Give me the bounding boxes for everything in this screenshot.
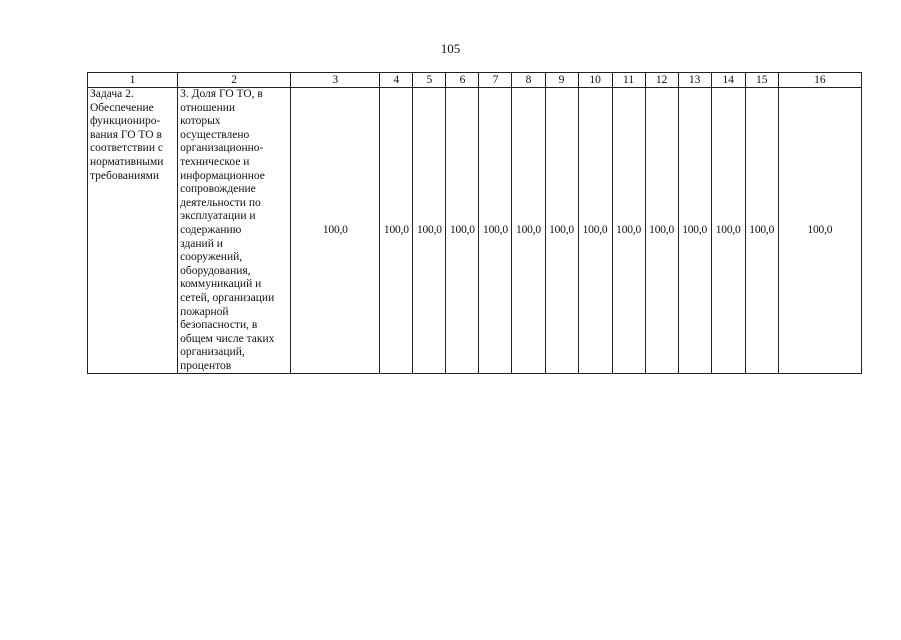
table-row: [88, 88, 862, 374]
column-header: 9: [545, 73, 578, 88]
value-cell: 100,0: [778, 88, 861, 374]
column-header: 12: [645, 73, 678, 88]
task-cell: [88, 88, 178, 374]
table-header-row: [88, 73, 862, 88]
value-cell: 100,0: [711, 88, 745, 374]
column-header: 6: [446, 73, 479, 88]
column-header: 3: [291, 73, 380, 88]
indicator-line: содержанию: [180, 223, 242, 236]
indicator-line: деятельности по: [180, 196, 261, 209]
column-header: 4: [380, 73, 413, 88]
value-cell: 100,0: [578, 88, 612, 374]
column-header: 8: [512, 73, 545, 88]
indicator-line: коммуникаций и: [180, 278, 262, 291]
task-line: Задача 2.: [90, 88, 134, 100]
column-header: 10: [578, 73, 612, 88]
value-cell: 100,0: [446, 88, 479, 374]
value-cell: 100,0: [612, 88, 645, 374]
value-cell: 100,0: [745, 88, 778, 374]
indicator-cell: [178, 88, 291, 374]
value-cell: 100,0: [512, 88, 545, 374]
indicator-line: пожарной: [180, 305, 229, 318]
indicator-line: оборудования,: [180, 264, 251, 277]
indicator-line: организационно-: [180, 142, 264, 155]
column-header: 11: [612, 73, 645, 88]
indicator-line: которых: [180, 115, 221, 128]
value-cell: 100,0: [291, 88, 380, 374]
value-cell: 100,0: [380, 88, 413, 374]
value-cell: 100,0: [545, 88, 578, 374]
indicators-table: [87, 72, 862, 374]
column-header: 5: [413, 73, 446, 88]
value-cell: 100,0: [413, 88, 446, 374]
column-header: 13: [678, 73, 711, 88]
value-cell: 100,0: [678, 88, 711, 374]
task-line: вания ГО ТО в: [90, 128, 162, 141]
page-number: 105: [440, 41, 461, 56]
indicator-line: сетей, организации: [180, 291, 275, 304]
column-header: 15: [745, 73, 778, 88]
column-header: 7: [479, 73, 512, 88]
indicator-line: эксплуатации и: [180, 210, 256, 223]
indicator-line: сопровождение: [180, 183, 256, 196]
column-header: 1: [88, 73, 178, 88]
task-line: требованиями: [90, 169, 160, 182]
indicator-line: безопасности, в: [180, 319, 258, 332]
value-cell: 100,0: [479, 88, 512, 374]
indicator-line: общем числе таких: [180, 332, 275, 345]
value-cell: 100,0: [645, 88, 678, 374]
indicator-line: осуществлено: [180, 128, 250, 141]
column-header: 2: [178, 73, 291, 88]
task-line: функциониро-: [90, 115, 161, 128]
task-line: нормативными: [90, 155, 164, 168]
indicator-line: отношении: [180, 101, 236, 114]
task-line: соответствии с: [90, 142, 163, 155]
column-header: 14: [711, 73, 745, 88]
indicator-line: информационное: [180, 169, 265, 182]
indicator-line: процентов: [180, 359, 232, 372]
column-header: 16: [778, 73, 861, 88]
indicator-line: 3. Доля ГО ТО, в: [180, 88, 263, 100]
task-line: Обеспечение: [90, 101, 154, 114]
indicator-line: организаций,: [180, 346, 245, 359]
indicator-line: техническое и: [180, 155, 250, 168]
indicator-line: зданий и: [180, 237, 223, 250]
indicator-line: сооружений,: [180, 251, 243, 264]
